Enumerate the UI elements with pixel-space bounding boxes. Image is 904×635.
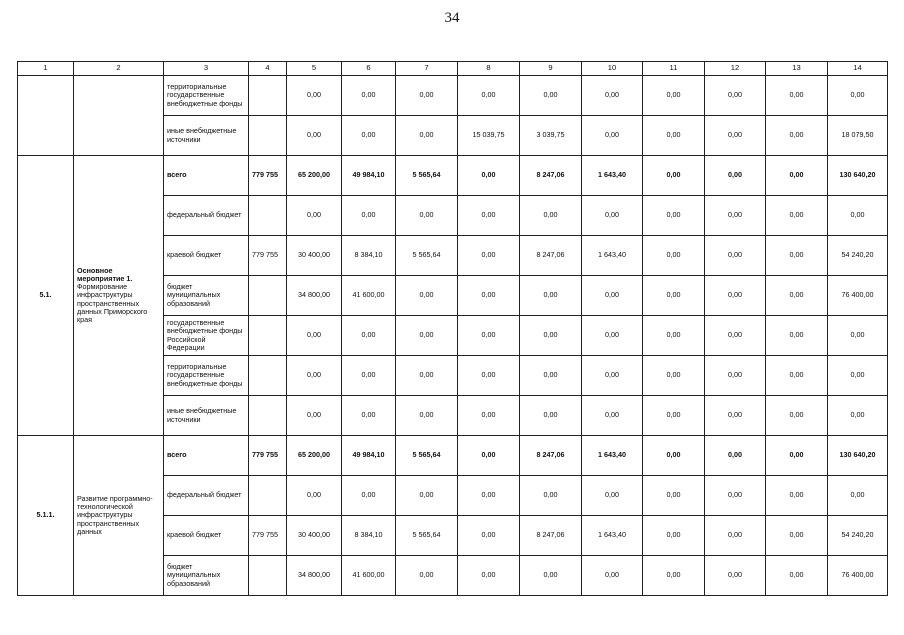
amount-cell: 0,00 — [643, 396, 705, 436]
amount-cell: 5 565,64 — [396, 156, 458, 196]
amount-cell: 0,00 — [458, 476, 520, 516]
amount-cell: 0,00 — [396, 396, 458, 436]
col-header: 6 — [342, 62, 396, 76]
amount-cell: 0,00 — [520, 316, 582, 356]
amount-cell: 0,00 — [766, 156, 828, 196]
budget-code: 779 755 — [249, 436, 287, 476]
amount-cell: 0,00 — [342, 76, 396, 116]
funding-source: всего — [164, 436, 249, 476]
amount-cell: 8 247,06 — [520, 236, 582, 276]
amount-cell: 76 400,00 — [828, 556, 888, 596]
amount-cell: 0,00 — [458, 76, 520, 116]
funding-source: федеральный бюджет — [164, 476, 249, 516]
funding-source: всего — [164, 156, 249, 196]
amount-cell: 5 565,64 — [396, 436, 458, 476]
funding-source: бюджет муниципальных образований — [164, 276, 249, 316]
amount-cell: 0,00 — [458, 356, 520, 396]
amount-cell: 0,00 — [705, 356, 766, 396]
amount-cell: 0,00 — [520, 556, 582, 596]
budget-code — [249, 476, 287, 516]
amount-cell: 0,00 — [643, 196, 705, 236]
amount-cell: 41 600,00 — [342, 276, 396, 316]
amount-cell: 0,00 — [705, 316, 766, 356]
budget-code — [249, 116, 287, 156]
amount-cell: 30 400,00 — [287, 236, 342, 276]
col-header: 5 — [287, 62, 342, 76]
amount-cell: 0,00 — [705, 556, 766, 596]
table-row — [18, 156, 888, 196]
amount-cell: 0,00 — [582, 556, 643, 596]
amount-cell: 0,00 — [396, 116, 458, 156]
amount-cell: 0,00 — [705, 76, 766, 116]
amount-cell: 0,00 — [643, 156, 705, 196]
amount-cell: 0,00 — [396, 316, 458, 356]
amount-cell: 0,00 — [287, 356, 342, 396]
amount-cell: 49 984,10 — [342, 436, 396, 476]
amount-cell: 0,00 — [643, 356, 705, 396]
amount-cell: 0,00 — [582, 476, 643, 516]
amount-cell: 0,00 — [520, 76, 582, 116]
amount-cell: 0,00 — [766, 356, 828, 396]
amount-cell: 0,00 — [396, 276, 458, 316]
funding-source: государственные внебюджетные фонды Российской Федерации — [164, 316, 249, 356]
amount-cell: 0,00 — [766, 76, 828, 116]
amount-cell: 8 384,10 — [342, 236, 396, 276]
amount-cell: 0,00 — [458, 516, 520, 556]
amount-cell: 1 643,40 — [582, 236, 643, 276]
amount-cell: 0,00 — [396, 196, 458, 236]
amount-cell: 18 079,50 — [828, 116, 888, 156]
budget-code — [249, 76, 287, 116]
amount-cell: 0,00 — [766, 196, 828, 236]
amount-cell: 0,00 — [342, 316, 396, 356]
amount-cell: 0,00 — [828, 396, 888, 436]
amount-cell: 0,00 — [458, 436, 520, 476]
amount-cell: 30 400,00 — [287, 516, 342, 556]
amount-cell: 0,00 — [705, 476, 766, 516]
item-title-text: Формирование инфраструктуры пространственных данных Приморского края — [77, 282, 148, 325]
amount-cell: 0,00 — [643, 476, 705, 516]
col-header: 2 — [74, 62, 164, 76]
amount-cell: 49 984,10 — [342, 156, 396, 196]
amount-cell: 0,00 — [705, 196, 766, 236]
item-number: 5.1.1. — [18, 436, 74, 596]
col-header: 1 — [18, 62, 74, 76]
amount-cell: 0,00 — [520, 276, 582, 316]
amount-cell: 0,00 — [458, 556, 520, 596]
amount-cell: 0,00 — [342, 356, 396, 396]
funding-source: федеральный бюджет — [164, 196, 249, 236]
amount-cell: 0,00 — [458, 276, 520, 316]
table-row — [18, 436, 888, 476]
budget-code — [249, 556, 287, 596]
col-header: 9 — [520, 62, 582, 76]
amount-cell: 0,00 — [520, 396, 582, 436]
amount-cell: 0,00 — [287, 196, 342, 236]
budget-code: 779 755 — [249, 156, 287, 196]
amount-cell: 0,00 — [458, 316, 520, 356]
amount-cell: 0,00 — [828, 196, 888, 236]
amount-cell: 0,00 — [643, 516, 705, 556]
amount-cell: 41 600,00 — [342, 556, 396, 596]
amount-cell: 130 640,20 — [828, 156, 888, 196]
amount-cell: 0,00 — [582, 116, 643, 156]
amount-cell: 5 565,64 — [396, 516, 458, 556]
item-title: Развитие программно-технологической инфраструктуры пространственных данных — [74, 436, 164, 596]
amount-cell: 76 400,00 — [828, 276, 888, 316]
amount-cell: 0,00 — [396, 356, 458, 396]
header-row — [18, 62, 888, 76]
col-header: 8 — [458, 62, 520, 76]
amount-cell: 0,00 — [643, 236, 705, 276]
budget-code — [249, 316, 287, 356]
amount-cell: 0,00 — [643, 316, 705, 356]
amount-cell: 0,00 — [766, 276, 828, 316]
amount-cell: 0,00 — [458, 236, 520, 276]
funding-source: краевой бюджет — [164, 236, 249, 276]
amount-cell: 0,00 — [643, 556, 705, 596]
col-header: 3 — [164, 62, 249, 76]
amount-cell: 1 643,40 — [582, 436, 643, 476]
amount-cell: 0,00 — [582, 396, 643, 436]
amount-cell: 15 039,75 — [458, 116, 520, 156]
amount-cell: 34 800,00 — [287, 556, 342, 596]
funding-source: территориальные государственные внебюджетные фонды — [164, 356, 249, 396]
amount-cell: 8 247,06 — [520, 156, 582, 196]
amount-cell: 8 247,06 — [520, 436, 582, 476]
budget-code: 779 755 — [249, 516, 287, 556]
budget-code — [249, 356, 287, 396]
amount-cell: 0,00 — [643, 276, 705, 316]
amount-cell: 0,00 — [287, 476, 342, 516]
amount-cell: 0,00 — [705, 516, 766, 556]
col-header: 13 — [766, 62, 828, 76]
col-header: 11 — [643, 62, 705, 76]
funding-source: иные внебюджетные источники — [164, 116, 249, 156]
item-title-bold: Основное мероприятие 1. — [77, 265, 133, 283]
amount-cell: 0,00 — [643, 116, 705, 156]
amount-cell: 0,00 — [582, 196, 643, 236]
amount-cell: 0,00 — [287, 76, 342, 116]
item-number: 5.1. — [18, 156, 74, 436]
amount-cell: 8 247,06 — [520, 516, 582, 556]
amount-cell: 0,00 — [766, 236, 828, 276]
table-row — [18, 76, 888, 116]
amount-cell: 0,00 — [766, 116, 828, 156]
amount-cell: 0,00 — [828, 356, 888, 396]
amount-cell: 34 800,00 — [287, 276, 342, 316]
amount-cell: 65 200,00 — [287, 156, 342, 196]
amount-cell: 0,00 — [458, 156, 520, 196]
amount-cell: 0,00 — [582, 356, 643, 396]
amount-cell: 0,00 — [342, 116, 396, 156]
amount-cell: 0,00 — [520, 356, 582, 396]
col-header: 14 — [828, 62, 888, 76]
funding-source: иные внебюджетные источники — [164, 396, 249, 436]
amount-cell: 0,00 — [828, 76, 888, 116]
amount-cell: 0,00 — [766, 436, 828, 476]
amount-cell: 0,00 — [287, 116, 342, 156]
amount-cell: 130 640,20 — [828, 436, 888, 476]
amount-cell: 0,00 — [520, 196, 582, 236]
amount-cell: 0,00 — [342, 196, 396, 236]
col-header: 10 — [582, 62, 643, 76]
item-title — [74, 76, 164, 156]
funding-source: территориальные государственные внебюджетные фонды — [164, 76, 249, 116]
budget-code — [249, 276, 287, 316]
amount-cell: 0,00 — [705, 436, 766, 476]
amount-cell: 5 565,64 — [396, 236, 458, 276]
amount-cell: 0,00 — [705, 116, 766, 156]
amount-cell: 0,00 — [643, 76, 705, 116]
amount-cell: 0,00 — [396, 476, 458, 516]
item-number — [18, 76, 74, 156]
amount-cell: 0,00 — [766, 556, 828, 596]
amount-cell: 0,00 — [396, 76, 458, 116]
amount-cell: 8 384,10 — [342, 516, 396, 556]
amount-cell: 0,00 — [705, 236, 766, 276]
budget-code — [249, 396, 287, 436]
budget-table — [17, 61, 888, 596]
amount-cell: 3 039,75 — [520, 116, 582, 156]
amount-cell: 0,00 — [766, 316, 828, 356]
amount-cell: 0,00 — [287, 316, 342, 356]
amount-cell: 0,00 — [582, 76, 643, 116]
funding-source: краевой бюджет — [164, 516, 249, 556]
amount-cell: 0,00 — [396, 556, 458, 596]
amount-cell: 0,00 — [766, 516, 828, 556]
amount-cell: 0,00 — [828, 476, 888, 516]
amount-cell: 54 240,20 — [828, 516, 888, 556]
amount-cell: 65 200,00 — [287, 436, 342, 476]
amount-cell: 0,00 — [705, 276, 766, 316]
amount-cell: 0,00 — [705, 156, 766, 196]
amount-cell: 0,00 — [342, 476, 396, 516]
page-number: 34 — [444, 10, 460, 26]
table-body — [18, 62, 888, 596]
amount-cell: 0,00 — [342, 396, 396, 436]
col-header: 4 — [249, 62, 287, 76]
amount-cell: 0,00 — [458, 196, 520, 236]
amount-cell: 0,00 — [828, 316, 888, 356]
amount-cell: 0,00 — [766, 396, 828, 436]
amount-cell: 0,00 — [582, 316, 643, 356]
item-title — [74, 156, 164, 436]
amount-cell: 54 240,20 — [828, 236, 888, 276]
col-header: 7 — [396, 62, 458, 76]
budget-code: 779 755 — [249, 236, 287, 276]
amount-cell: 0,00 — [643, 436, 705, 476]
amount-cell: 0,00 — [766, 476, 828, 516]
amount-cell: 0,00 — [582, 276, 643, 316]
amount-cell: 0,00 — [458, 396, 520, 436]
amount-cell: 0,00 — [287, 396, 342, 436]
budget-code — [249, 196, 287, 236]
amount-cell: 0,00 — [705, 396, 766, 436]
amount-cell: 1 643,40 — [582, 516, 643, 556]
funding-source: бюджет муниципальных образований — [164, 556, 249, 596]
amount-cell: 0,00 — [520, 476, 582, 516]
col-header: 12 — [705, 62, 766, 76]
amount-cell: 1 643,40 — [582, 156, 643, 196]
